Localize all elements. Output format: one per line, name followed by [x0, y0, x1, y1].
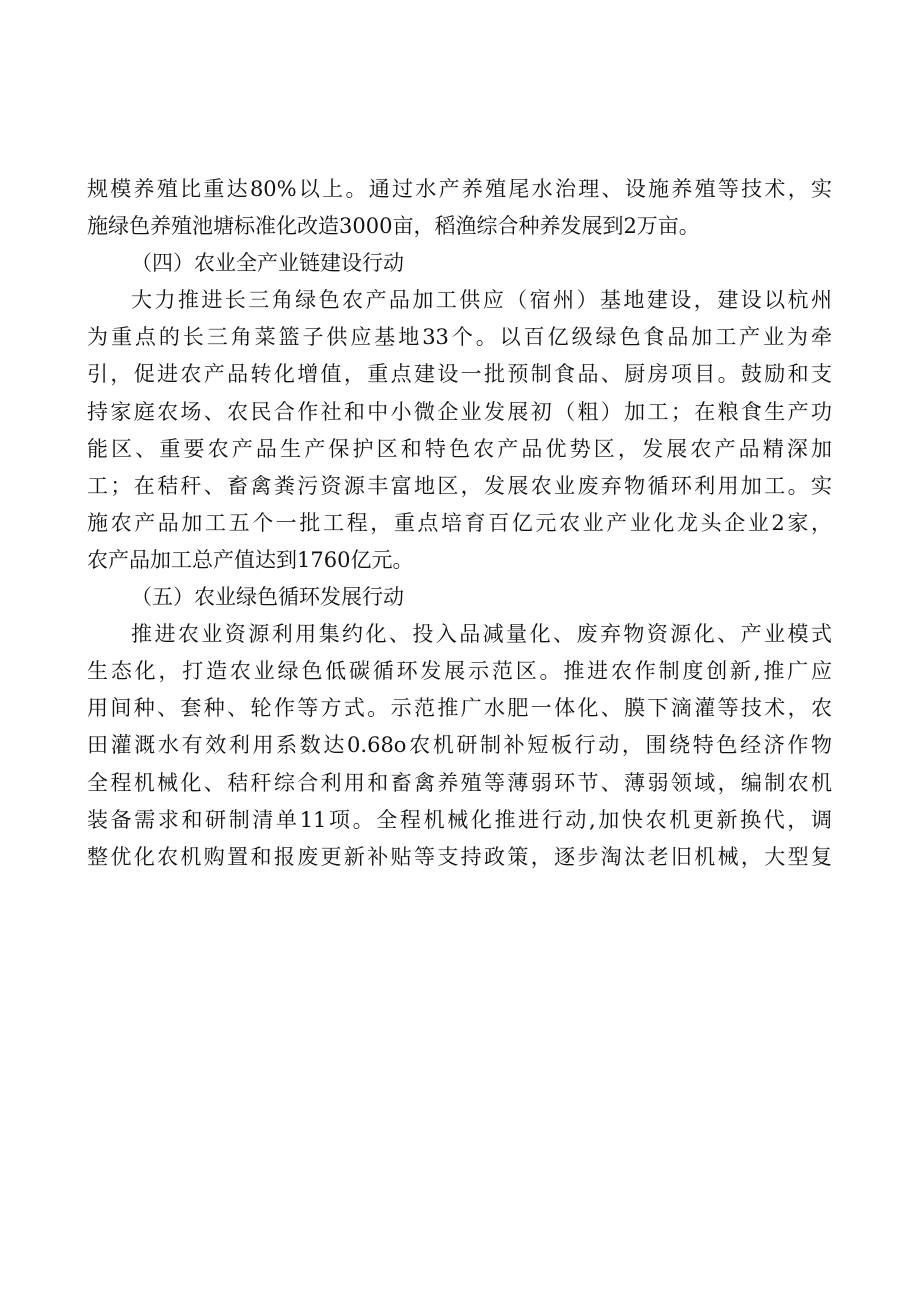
body-text-line: 整优化农机购置和报废更新补贴等支持政策，逐步淘汰老旧机械，大型复 — [87, 844, 832, 869]
body-text-line: 推进农业资源利用集约化、投入品减量化、废弃物资源化、产业模式 — [131, 622, 832, 647]
body-text-line: 为重点的长三角菜篮子供应基地33个。以百亿级绿色食品加工产业为牵 — [87, 325, 832, 350]
body-text-line: 施绿色养殖池塘标准化改造3000亩，稻渔综合种养发展到2万亩。 — [87, 214, 700, 239]
section-heading: （五）农业绿色循环发展行动 — [131, 585, 404, 610]
section-heading: （四）农业全产业链建设行动 — [131, 251, 404, 276]
body-text-line: 用间种、套种、轮作等方式。示范推广水肥一体化、膜下滴灌等技术，农 — [87, 696, 832, 721]
body-text-line: 田灌溉水有效利用系数达0.68o农机研制补短板行动，围绕特色经济作物 — [87, 733, 832, 758]
body-text-line: 大力推进长三角绿色农产品加工供应（宿州）基地建设，建设以杭州 — [131, 288, 832, 313]
body-text-line: 引，促进农产品转化增值，重点建设一批预制食品、厨房项目。鼓励和支 — [87, 362, 832, 387]
body-text-line: 农产品加工总产值达到1760亿元。 — [87, 547, 414, 572]
body-text-line: 生态化，打造农业绿色低碳循环发展示范区。推进农作制度创新,推广应 — [87, 659, 832, 684]
document-page — [87, 171, 832, 876]
body-text-line: 工；在秸秆、畜禽粪污资源丰富地区，发展农业废弃物循环利用加工。实 — [87, 473, 832, 498]
body-text-line: 施农产品加工五个一批工程，重点培育百亿元农业产业化龙头企业2家， — [87, 510, 832, 535]
body-text-line: 能区、重要农产品生产保护区和特色农产品优势区，发展农产品精深加 — [87, 436, 832, 461]
body-text-line: 装备需求和研制清单11项。全程机械化推进行动,加快农机更新换代，调 — [87, 807, 832, 832]
body-text-line: 持家庭农场、农民合作社和中小微企业发展初（粗）加工；在粮食生产功 — [87, 399, 832, 424]
body-text-line: 规模养殖比重达80%以上。通过水产养殖尾水治理、设施养殖等技术，实 — [87, 177, 832, 201]
body-text-line: 全程机械化、秸秆综合利用和畜禽养殖等薄弱环节、薄弱领域，编制农机 — [87, 770, 832, 795]
